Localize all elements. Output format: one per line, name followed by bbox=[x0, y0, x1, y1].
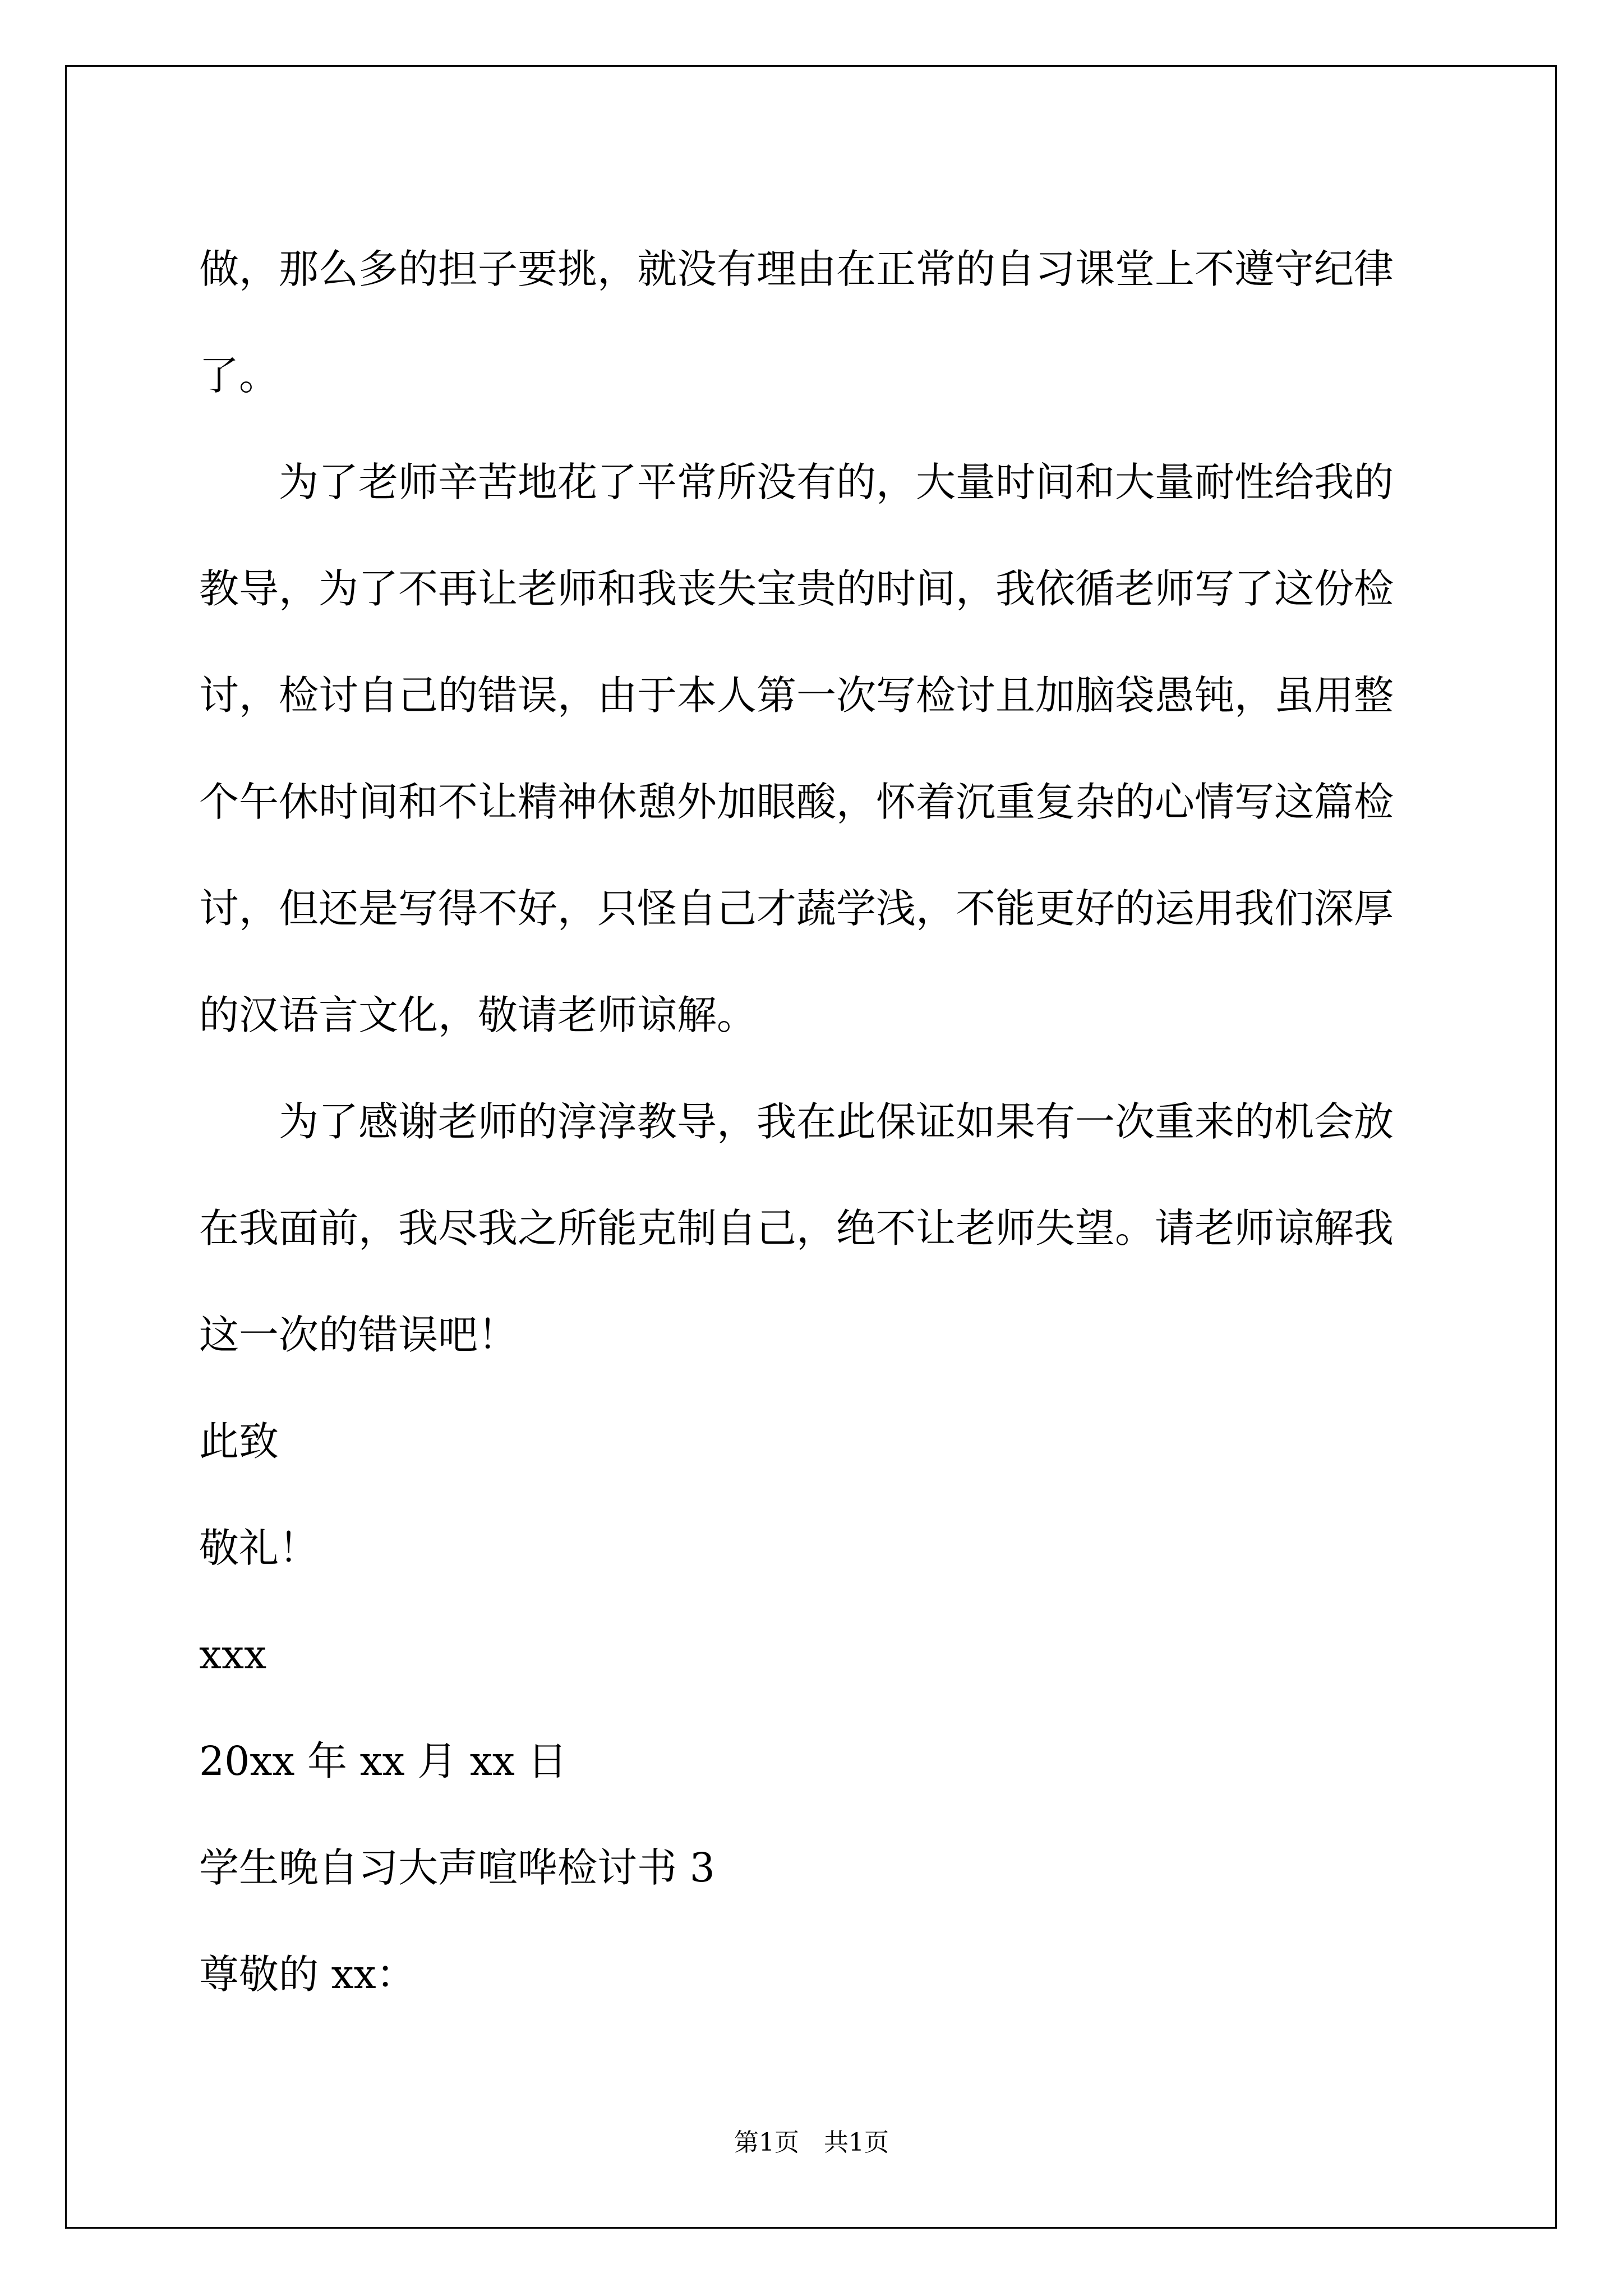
page-total: 共1页 bbox=[824, 2128, 889, 2157]
paragraph-line: 讨，检讨自己的错误，由于本人第一次写检讨且加脑袋愚钝，虽用整 bbox=[199, 672, 1394, 719]
page-number: 第1页 bbox=[734, 2128, 799, 2157]
signature-date: 20xx 年 xx 月 xx 日 bbox=[199, 1738, 568, 1784]
paragraph-line: 个午休时间和不让精神休憩外加眼酸，怀着沉重复杂的心情写这篇检 bbox=[199, 779, 1394, 825]
paragraph-line: 做，那么多的担子要挑，就没有理由在正常的自习课堂上不遵守纪律 bbox=[199, 246, 1394, 292]
paragraph-line: 教导，为了不再让老师和我丧失宝贵的时间，我依循老师写了这份检 bbox=[199, 565, 1394, 612]
paragraph-line: 为了老师辛苦地花了平常所没有的，大量时间和大量耐性给我的 bbox=[279, 459, 1394, 505]
document-body bbox=[199, 216, 1430, 2028]
paragraph-line: 在我面前，我尽我之所能克制自己，绝不让老师失望。请老师谅解我 bbox=[199, 1205, 1394, 1251]
paragraph-line: 了。 bbox=[199, 352, 279, 399]
paragraph-line: 这一次的错误吧！ bbox=[199, 1312, 518, 1358]
closing-salutation: 此致 bbox=[199, 1418, 279, 1465]
closing-regards: 敬礼！ bbox=[199, 1525, 319, 1571]
section-title: 学生晚自习大声喧哗检讨书 3 bbox=[199, 1844, 715, 1891]
paragraph-line: 讨，但还是写得不好，只怪自己才蔬学浅，不能更好的运用我们深厚 bbox=[199, 885, 1394, 932]
page-footer bbox=[0, 2126, 1623, 2160]
paragraph-line: 的汉语言文化，敬请老师谅解。 bbox=[199, 992, 757, 1038]
paragraph-line: 为了感谢老师的淳淳教导，我在此保证如果有一次重来的机会放 bbox=[279, 1098, 1394, 1145]
signature-name: xxx bbox=[199, 1631, 267, 1678]
greeting: 尊敬的 xx： bbox=[199, 1951, 416, 1998]
